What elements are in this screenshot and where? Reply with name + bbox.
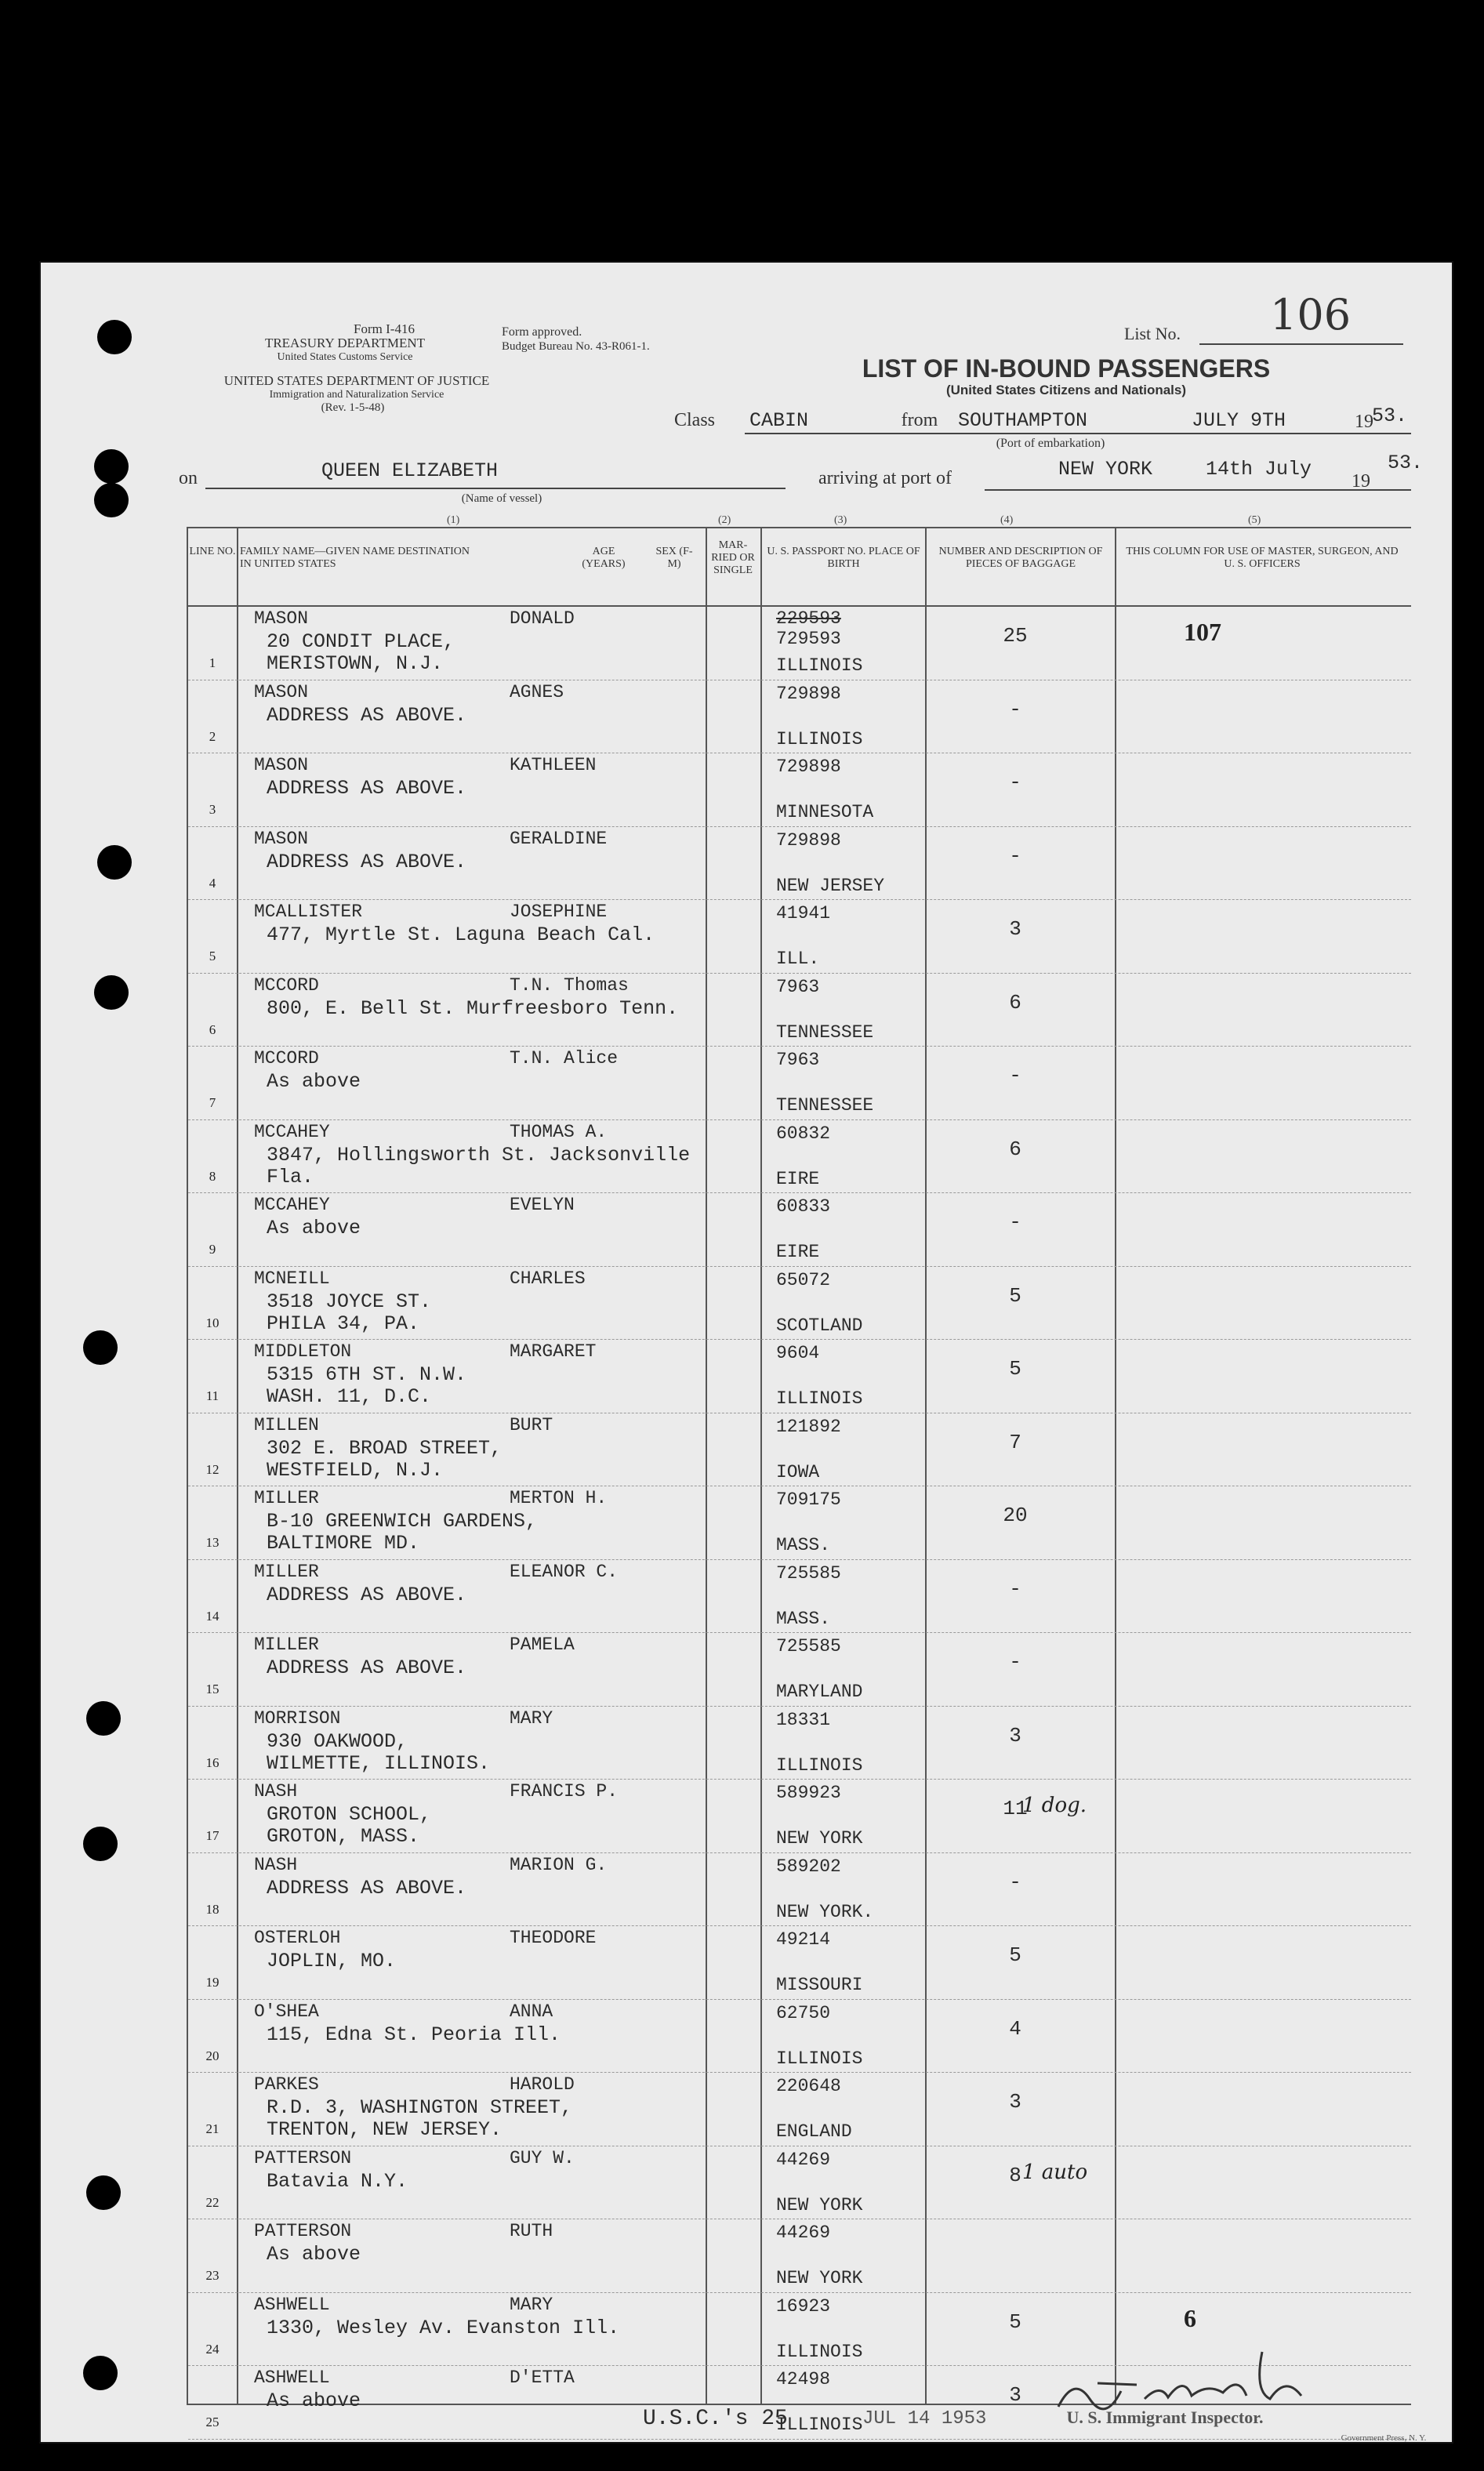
given-name: ELEANOR C. xyxy=(510,1561,619,1582)
line-number: 15 xyxy=(205,1682,220,1696)
table-row xyxy=(188,1926,1411,2000)
table-row xyxy=(188,1340,1411,1413)
place-of-birth: NEW JERSEY xyxy=(776,875,885,896)
given-name: ANNA xyxy=(510,2001,553,2022)
family-name: MILLEN xyxy=(254,1414,319,1435)
family-name: O'SHEA xyxy=(254,2001,319,2022)
line-number: 23 xyxy=(205,2268,220,2283)
given-name: MARY xyxy=(510,1707,553,1729)
line-number: 11 xyxy=(205,1388,220,1403)
baggage-count: - xyxy=(1009,1650,1021,1674)
budget-bureau: Budget Bureau No. 43-R061-1. xyxy=(502,340,650,353)
line-number: 9 xyxy=(209,1242,216,1257)
arrival-year-suffix: 53. xyxy=(1388,452,1424,474)
place-of-birth: MASS. xyxy=(776,1608,831,1629)
family-name: MCCORD xyxy=(254,974,319,996)
passport-number: 729593 xyxy=(776,629,841,649)
baggage-count: - xyxy=(1009,771,1021,794)
passport-number: 725585 xyxy=(776,1562,841,1584)
baggage-count: 5 xyxy=(1009,2310,1021,2334)
arrival-stamp: JUL 14 1953 xyxy=(862,2408,987,2429)
place-of-birth: ILLINOIS xyxy=(776,2341,863,2362)
given-name: EVELYN xyxy=(510,1195,575,1215)
line-number: 21 xyxy=(205,2121,220,2136)
place-of-birth: TENNESSEE xyxy=(776,1021,874,1043)
punch-hole xyxy=(83,1827,118,1861)
table-row xyxy=(188,1120,1411,1194)
given-name: RUTH xyxy=(510,2221,553,2241)
place-of-birth: NEW YORK xyxy=(776,2194,863,2215)
baggage-count: 7 xyxy=(1009,1430,1021,1454)
family-name: MILLER xyxy=(254,1635,319,1655)
table-row xyxy=(188,1413,1411,1487)
destination-line-1: 115, Edna St. Peoria Ill. xyxy=(267,2023,561,2046)
punch-hole xyxy=(94,449,129,484)
family-name: MIDDLETON xyxy=(254,1341,352,1362)
punch-hole xyxy=(94,975,129,1010)
table-row xyxy=(188,1707,1411,1780)
punch-hole xyxy=(86,1701,121,1736)
destination-line-2: PHILA 34, PA. xyxy=(267,1312,420,1335)
baggage-count: 11 xyxy=(1003,1797,1028,1820)
line-number: 12 xyxy=(205,1461,220,1477)
baggage-count: 6 xyxy=(1009,1137,1021,1161)
destination-line-1: 302 E. BROAD STREET, xyxy=(267,1436,503,1460)
baggage-count: 3 xyxy=(1009,917,1021,941)
destination-line-2: GROTON, MASS. xyxy=(267,1825,420,1848)
passport-number: 60832 xyxy=(776,1123,831,1144)
table-row xyxy=(188,680,1411,754)
passport-number: 589923 xyxy=(776,1783,841,1803)
punch-hole xyxy=(97,845,132,880)
year-suffix: 53. xyxy=(1372,405,1408,427)
inspector-signature xyxy=(1050,2344,1341,2422)
line-number: 25 xyxy=(205,2415,220,2429)
header-married: MAR-RIED OR SINGLE xyxy=(711,539,755,576)
destination-line-1: 5315 6TH ST. N.W. xyxy=(267,1363,467,1386)
baggage-count: - xyxy=(1009,1577,1021,1601)
passport-number: 725585 xyxy=(776,1636,841,1656)
passport-number: 729898 xyxy=(776,829,841,851)
family-name: MASON xyxy=(254,681,309,702)
header-officers: THIS COLUMN FOR USE OF MASTER, SURGEON, AND U. S. OFFICERS xyxy=(1126,546,1399,570)
line-number: 7 xyxy=(209,1095,216,1110)
family-name: MILLER xyxy=(254,1561,319,1582)
destination-line-1: As above xyxy=(267,2243,361,2266)
passport-number: 60833 xyxy=(776,1196,831,1217)
place-of-birth: MISSOURI xyxy=(776,1975,863,1995)
given-name: MERTON H. xyxy=(510,1488,608,1508)
destination-line-2: Fla. xyxy=(267,1165,314,1188)
given-name: KATHLEEN xyxy=(510,755,597,775)
arrival-line xyxy=(985,489,1411,491)
table-row xyxy=(188,900,1411,974)
baggage-count: 5 xyxy=(1009,1943,1021,1967)
place-of-birth: EIRE xyxy=(776,1168,820,1189)
baggage-count: - xyxy=(1009,697,1021,721)
departure-date: JULY 9TH xyxy=(1192,409,1286,432)
baggage-count: 3 xyxy=(1009,2383,1021,2407)
revision: (Rev. 1-5-48) xyxy=(321,401,385,414)
from-label: from xyxy=(901,410,938,430)
table-row xyxy=(188,1047,1411,1120)
inspector-label: U. S. Immigrant Inspector. xyxy=(1066,2408,1264,2427)
baggage-count: 20 xyxy=(1003,1504,1028,1527)
class-line xyxy=(745,433,1411,434)
baggage-count: 25 xyxy=(1003,624,1028,648)
given-name: T.N. Thomas xyxy=(510,974,629,996)
destination-line-1: B-10 GREENWICH GARDENS, xyxy=(267,1510,538,1533)
family-name: PATTERSON xyxy=(254,2221,352,2241)
vessel-name: QUEEN ELIZABETH xyxy=(321,459,499,482)
destination-line-2: BALTIMORE MD. xyxy=(267,1532,420,1555)
destination-line-1: R.D. 3, WASHINGTON STREET, xyxy=(267,2096,573,2119)
family-name: MCALLISTER xyxy=(254,902,363,922)
table-row xyxy=(188,1193,1411,1267)
baggage-count: - xyxy=(1009,844,1021,868)
destination-line-2: WESTFIELD, N.J. xyxy=(267,1458,444,1482)
destination-line-1: 477, Myrtle St. Laguna Beach Cal. xyxy=(267,923,655,946)
destination-line-1: ADDRESS AS ABOVE. xyxy=(267,1656,467,1679)
document-title: LIST OF IN-BOUND PASSENGERS xyxy=(862,354,1271,383)
family-name: PARKES xyxy=(254,2074,319,2095)
family-name: OSTERLOH xyxy=(254,1928,341,1948)
family-name: MCCAHEY xyxy=(254,1195,330,1215)
given-name: T.N. Alice xyxy=(510,1048,619,1069)
passport-number: 7963 xyxy=(776,976,820,997)
place-of-birth: NEW YORK. xyxy=(776,1901,874,1922)
place-of-birth: TENNESSEE xyxy=(776,1095,874,1116)
table-row xyxy=(188,974,1411,1047)
destination-line-1: ADDRESS AS ABOVE. xyxy=(267,850,467,873)
ins-service: Immigration and Naturalization Service xyxy=(269,389,444,401)
given-name: CHARLES xyxy=(510,1268,586,1289)
punch-hole xyxy=(83,1330,118,1365)
family-name: MASON xyxy=(254,608,309,629)
family-name: NASH xyxy=(254,1854,298,1875)
place-of-birth: ILLINOIS xyxy=(776,1388,863,1409)
destination-line-1: 930 OAKWOOD, xyxy=(267,1729,408,1753)
baggage-count: 5 xyxy=(1009,1283,1021,1308)
line-number: 3 xyxy=(209,802,216,817)
passport-number: 589202 xyxy=(776,1856,841,1877)
table-row xyxy=(188,1267,1411,1341)
punch-hole xyxy=(97,320,132,354)
destination-line-1: JOPLIN, MO. xyxy=(267,1950,397,1972)
passport-number: 729898 xyxy=(776,683,841,704)
passport-number: 65072 xyxy=(776,1269,831,1290)
given-name: GERALDINE xyxy=(510,828,608,849)
table-row xyxy=(188,1486,1411,1560)
port-embarkation-label: (Port of embarkation) xyxy=(996,437,1105,450)
family-name: ASHWELL xyxy=(254,2294,330,2315)
destination-line-1: ADDRESS AS ABOVE. xyxy=(267,1583,467,1606)
destination-line-1: 800, E. Bell St. Murfreesboro Tenn. xyxy=(267,996,679,1020)
passport-number: 709175 xyxy=(776,1489,841,1510)
destination-line-1: ADDRESS AS ABOVE. xyxy=(267,703,467,727)
destination-line-1: Batavia N.Y. xyxy=(267,2169,408,2193)
table-row xyxy=(188,2073,1411,2146)
passport-number: 62750 xyxy=(776,2002,831,2023)
place-of-birth: ENGLAND xyxy=(776,2121,852,2142)
vessel-line xyxy=(205,488,786,489)
place-of-birth: NEW YORK xyxy=(776,1828,863,1849)
arriving-label: arriving at port of xyxy=(818,468,952,488)
table-row xyxy=(188,1853,1411,1927)
passport-number: 220648 xyxy=(776,2076,841,2096)
header-sex: SEX (F-M) xyxy=(655,546,693,570)
table-row xyxy=(188,2219,1411,2293)
given-name: FRANCIS P. xyxy=(510,1781,619,1802)
place-of-birth: IOWA xyxy=(776,1461,820,1482)
class-value: CABIN xyxy=(749,409,809,432)
table-row xyxy=(188,753,1411,827)
given-name: MARY xyxy=(510,2294,553,2315)
table-row xyxy=(188,2000,1411,2074)
line-number: 24 xyxy=(205,2341,220,2357)
destination-line-2: WILMETTE, ILLINOIS. xyxy=(267,1751,491,1775)
destination-line-1: ADDRESS AS ABOVE. xyxy=(267,1876,467,1900)
line-number: 14 xyxy=(205,1608,220,1624)
officer-mark: 6 xyxy=(1184,2303,1196,2332)
destination-line-1: 3847, Hollingsworth St. Jacksonville xyxy=(267,1143,691,1167)
table-row xyxy=(188,827,1411,901)
justice-dept: UNITED STATES DEPARTMENT OF JUSTICE xyxy=(223,373,490,388)
table-row xyxy=(188,607,1411,680)
line-number: 18 xyxy=(205,1901,220,1917)
usc-count: U.S.C.'s 25 xyxy=(643,2407,788,2431)
passport-number: 18331 xyxy=(776,1709,831,1730)
given-name: GUY W. xyxy=(510,2147,575,2168)
line-number: 20 xyxy=(205,2048,220,2063)
baggage-count: - xyxy=(1009,1064,1021,1087)
given-name: D'ETTA xyxy=(510,2368,575,2388)
place-of-birth: MASS. xyxy=(776,1535,831,1555)
officer-mark: 107 xyxy=(1184,618,1221,646)
destination-line-1: GROTON SCHOOL, xyxy=(267,1803,432,1826)
header-passport: U. S. PASSPORT NO. PLACE OF BIRTH xyxy=(767,546,920,570)
punch-hole xyxy=(94,483,129,517)
line-number: 2 xyxy=(209,728,216,744)
place-of-birth: ILLINOIS xyxy=(776,655,863,676)
place-of-birth: ILL. xyxy=(776,949,820,969)
place-of-birth: MARYLAND xyxy=(776,1682,863,1702)
destination-line-1: As above xyxy=(267,1217,361,1239)
destination-line-2: MERISTOWN, N.J. xyxy=(267,652,444,675)
on-label: on xyxy=(179,468,198,488)
destination-line-1: As above xyxy=(267,2389,361,2412)
passport-number: 9604 xyxy=(776,1343,820,1363)
baggage-note: 1 auto xyxy=(1022,2160,1088,2184)
punch-hole xyxy=(86,2175,121,2210)
place-of-birth: SCOTLAND xyxy=(776,1315,863,1336)
given-name: DONALD xyxy=(510,608,575,629)
place-of-birth: ILLINOIS xyxy=(776,1754,863,1776)
table-row xyxy=(188,1780,1411,1853)
place-of-birth: NEW YORK xyxy=(776,2268,863,2288)
given-name: JOSEPHINE xyxy=(510,902,608,922)
place-of-birth: EIRE xyxy=(776,1242,820,1262)
class-label: Class xyxy=(674,410,716,430)
form-number: Form I-416 xyxy=(354,321,415,336)
line-number: 8 xyxy=(209,1168,216,1184)
destination-line-1: ADDRESS AS ABOVE. xyxy=(267,777,467,800)
destination-line-2: TRENTON, NEW JERSEY. xyxy=(267,2118,503,2141)
given-name: THEODORE xyxy=(510,1928,597,1948)
family-name: MCCORD xyxy=(254,1048,319,1069)
arrival-date: 14th July xyxy=(1206,458,1312,481)
arrival-port: NEW YORK xyxy=(1058,458,1153,481)
given-name: MARGARET xyxy=(510,1341,597,1362)
line-number: 4 xyxy=(209,875,216,891)
family-name: MILLER xyxy=(254,1488,319,1508)
passenger-table: (1) (2) (3) (4) (5) LINE NO. FAMILY NAME—GIVEN NAME DESTINATION IN UNITED STATES AGE (YEARS) SEX (F-M) MAR-RIED OR SINGLE U. S. PASSPORT NO. PLACE OF BIRTH NUMBER AND DESCRIPTION OF PIECES OF BAGGAGE THIS COLUMN FOR USE OF MASTER, SURGEON, AND U. S. OFFICERS 1 MASON DONALD 20 CONDIT PLACE, MERISTOWN, N.J. 229593 729593 ILLINOIS 25 107 2 MASON AGNES ADDRESS AS ABOVE. 729898 ILLINOIS - 3 MASON KATHLEEN ADDRESS AS ABOVE. 729898 MINNESOTA - 4 MASON GERALDINE ADDRESS AS ABOVE. 729898 NEW JERSEY - 5 MCALLISTER JOSEPHINE 477, Myrtle St. Laguna Beach Cal. 41941 ILL. 3 6 MCCORD T.N. Thomas 800, E. Bell St. Murfreesboro Tenn. 7963 TENNESSEE 6 7 MCCORD T.N. Alice As above 7963 TENNESSEE - 8 MCCAHEY THOMAS A. 3847, Hollingsworth St. Jacksonville Fla. 60832 EIRE 6 9 MCCAHEY EVELYN As above 60833 EIRE - 10 MCNEILL CHARLES 3518 JOYCE ST. PHILA 34, PA. 65072 SCOTLAND 5 11 MIDDLETON MARGARET 5315 6TH ST. N.W. WASH. 11, D.C. 9604 ILLINOIS 5 12 MILLEN BURT 302 E. BROAD STREET, WESTFIELD, N.J. 121892 IOWA 7 13 MILLER MERTON H. B-10 GREENWICH GARDENS, BALTIMORE MD. 709175 MASS. 20 14 MILLER ELEANOR C. ADDRESS AS ABOVE. 725585 MASS. - 15 MILLER PAMELA ADDRESS AS ABOVE. 725585 MARYLAND - 16 MORRISON MARY 930 OAKWOOD, WILMETTE, ILLINOIS. 18331 ILLINOIS 3 17 NASH FRANCIS P. GROTON SCHOOL, GROTON, MASS. 589923 NEW YORK 11 1 dog. 18 NASH MARION G. ADDRESS AS ABOVE. 589202 NEW YORK. - 19 OSTERLOH THEODORE JOPLIN, MO. 49214 MISSOURI 5 20 O'SHEA ANNA 115, Edna St. Peoria Ill. 62750 ILLINOIS 4 21 PARKES HAROLD R.D. 3, WASHINGTON STREET, TRENTON, NEW JERSEY. 220648 ENGLAND 3 22 PATTERSON GUY W. Batavia N.Y. 44269 NEW YORK 8 1 auto 23 PATTERSON RUTH As above 44269 NEW YORK 24 ASHWELL MARY 1330, Wesley Av. Evanston Ill. 16923 ILLINOIS 5 6 25 ASHWELL D'ETTA As above 42498 ILLINOIS 3 xyxy=(187,527,1411,2405)
struck-passport-number: 229593 xyxy=(776,608,841,629)
line-number: 22 xyxy=(205,2194,220,2210)
line-number: 1 xyxy=(209,655,216,670)
line-number: 17 xyxy=(205,1828,220,1843)
place-of-birth: ILLINOIS xyxy=(776,2415,863,2435)
baggage-count: 5 xyxy=(1009,1357,1021,1381)
header-age: AGE (YEARS) xyxy=(582,546,626,570)
line-number: 13 xyxy=(205,1535,220,1550)
given-name: BURT xyxy=(510,1414,553,1435)
header-line-no: LINE NO. xyxy=(189,546,236,557)
given-name: HAROLD xyxy=(510,2074,575,2095)
family-name: MCCAHEY xyxy=(254,1121,330,1142)
passport-number: 121892 xyxy=(776,1416,841,1437)
given-name: PAMELA xyxy=(510,1635,575,1655)
year-prefix: 19 xyxy=(1355,412,1373,432)
baggage-count: 4 xyxy=(1009,2016,1021,2041)
passport-number: 42498 xyxy=(776,2369,831,2389)
baggage-count: - xyxy=(1009,1870,1021,1894)
family-name: MASON xyxy=(254,755,309,775)
family-name: NASH xyxy=(254,1781,298,1802)
line-number: 6 xyxy=(209,1021,216,1037)
table-row xyxy=(188,1560,1411,1634)
vessel-name-label: (Name of vessel) xyxy=(461,492,542,505)
destination-line-1: 20 CONDIT PLACE, xyxy=(267,630,455,653)
list-no-line xyxy=(1199,343,1403,345)
baggage-count: 8 xyxy=(1009,2163,1021,2187)
passport-number: 729898 xyxy=(776,757,841,777)
punch-hole xyxy=(83,2356,118,2390)
treasury-dept: TREASURY DEPARTMENT xyxy=(264,336,426,350)
line-number: 16 xyxy=(205,1754,220,1770)
arrival-year-prefix: 19 xyxy=(1352,471,1370,492)
table-row xyxy=(188,1633,1411,1707)
list-number: 106 xyxy=(1270,290,1352,339)
line-number: 10 xyxy=(205,1315,220,1330)
family-name: ASHWELL xyxy=(254,2368,330,2388)
family-name: MASON xyxy=(254,828,309,849)
given-name: AGNES xyxy=(510,681,564,702)
baggage-count: 3 xyxy=(1009,2090,1021,2114)
given-name: THOMAS A. xyxy=(510,1121,608,1142)
destination-line-1: 1330, Wesley Av. Evanston Ill. xyxy=(267,2316,620,2339)
row-divider xyxy=(188,2439,1411,2440)
table-row xyxy=(188,2146,1411,2220)
header-baggage: NUMBER AND DESCRIPTION OF PIECES OF BAGGAGE xyxy=(938,546,1103,570)
passport-number: 16923 xyxy=(776,2295,831,2317)
passport-number: 44269 xyxy=(776,2222,831,2243)
destination-line-1: As above xyxy=(267,1070,361,1093)
baggage-count: 3 xyxy=(1009,1723,1021,1747)
family-name: MCNEILL xyxy=(254,1268,330,1289)
baggage-count: 6 xyxy=(1009,990,1021,1014)
passport-number: 49214 xyxy=(776,1929,831,1950)
customs-service: United States Customs Service xyxy=(277,351,413,363)
destination-line-2: WASH. 11, D.C. xyxy=(267,1385,432,1408)
place-of-birth: ILLINOIS xyxy=(776,2048,863,2069)
place-of-birth: ILLINOIS xyxy=(776,728,863,749)
list-no-label: List No. xyxy=(1123,324,1181,343)
family-name: PATTERSON xyxy=(254,2147,352,2168)
document-subtitle: (United States Citizens and Nationals) xyxy=(945,383,1187,397)
form-approved: Form approved. xyxy=(502,325,582,339)
printer-note: Government Press, N. Y. xyxy=(1341,2433,1427,2443)
baggage-note: 1 dog. xyxy=(1022,1794,1087,1817)
passport-number: 7963 xyxy=(776,1050,820,1070)
passport-number: 44269 xyxy=(776,2149,831,2170)
destination-line-1: 3518 JOYCE ST. xyxy=(267,1290,432,1313)
line-number: 5 xyxy=(209,949,216,963)
from-value: SOUTHAMPTON xyxy=(958,409,1088,432)
baggage-count: - xyxy=(1009,1210,1021,1234)
given-name: MARION G. xyxy=(510,1854,608,1875)
header-family-name: FAMILY NAME—GIVEN NAME DESTINATION IN UNITED STATES xyxy=(240,546,470,570)
family-name: MORRISON xyxy=(254,1707,341,1729)
line-number: 19 xyxy=(205,1975,220,1990)
passport-number: 41941 xyxy=(776,903,831,923)
place-of-birth: MINNESOTA xyxy=(776,802,874,822)
